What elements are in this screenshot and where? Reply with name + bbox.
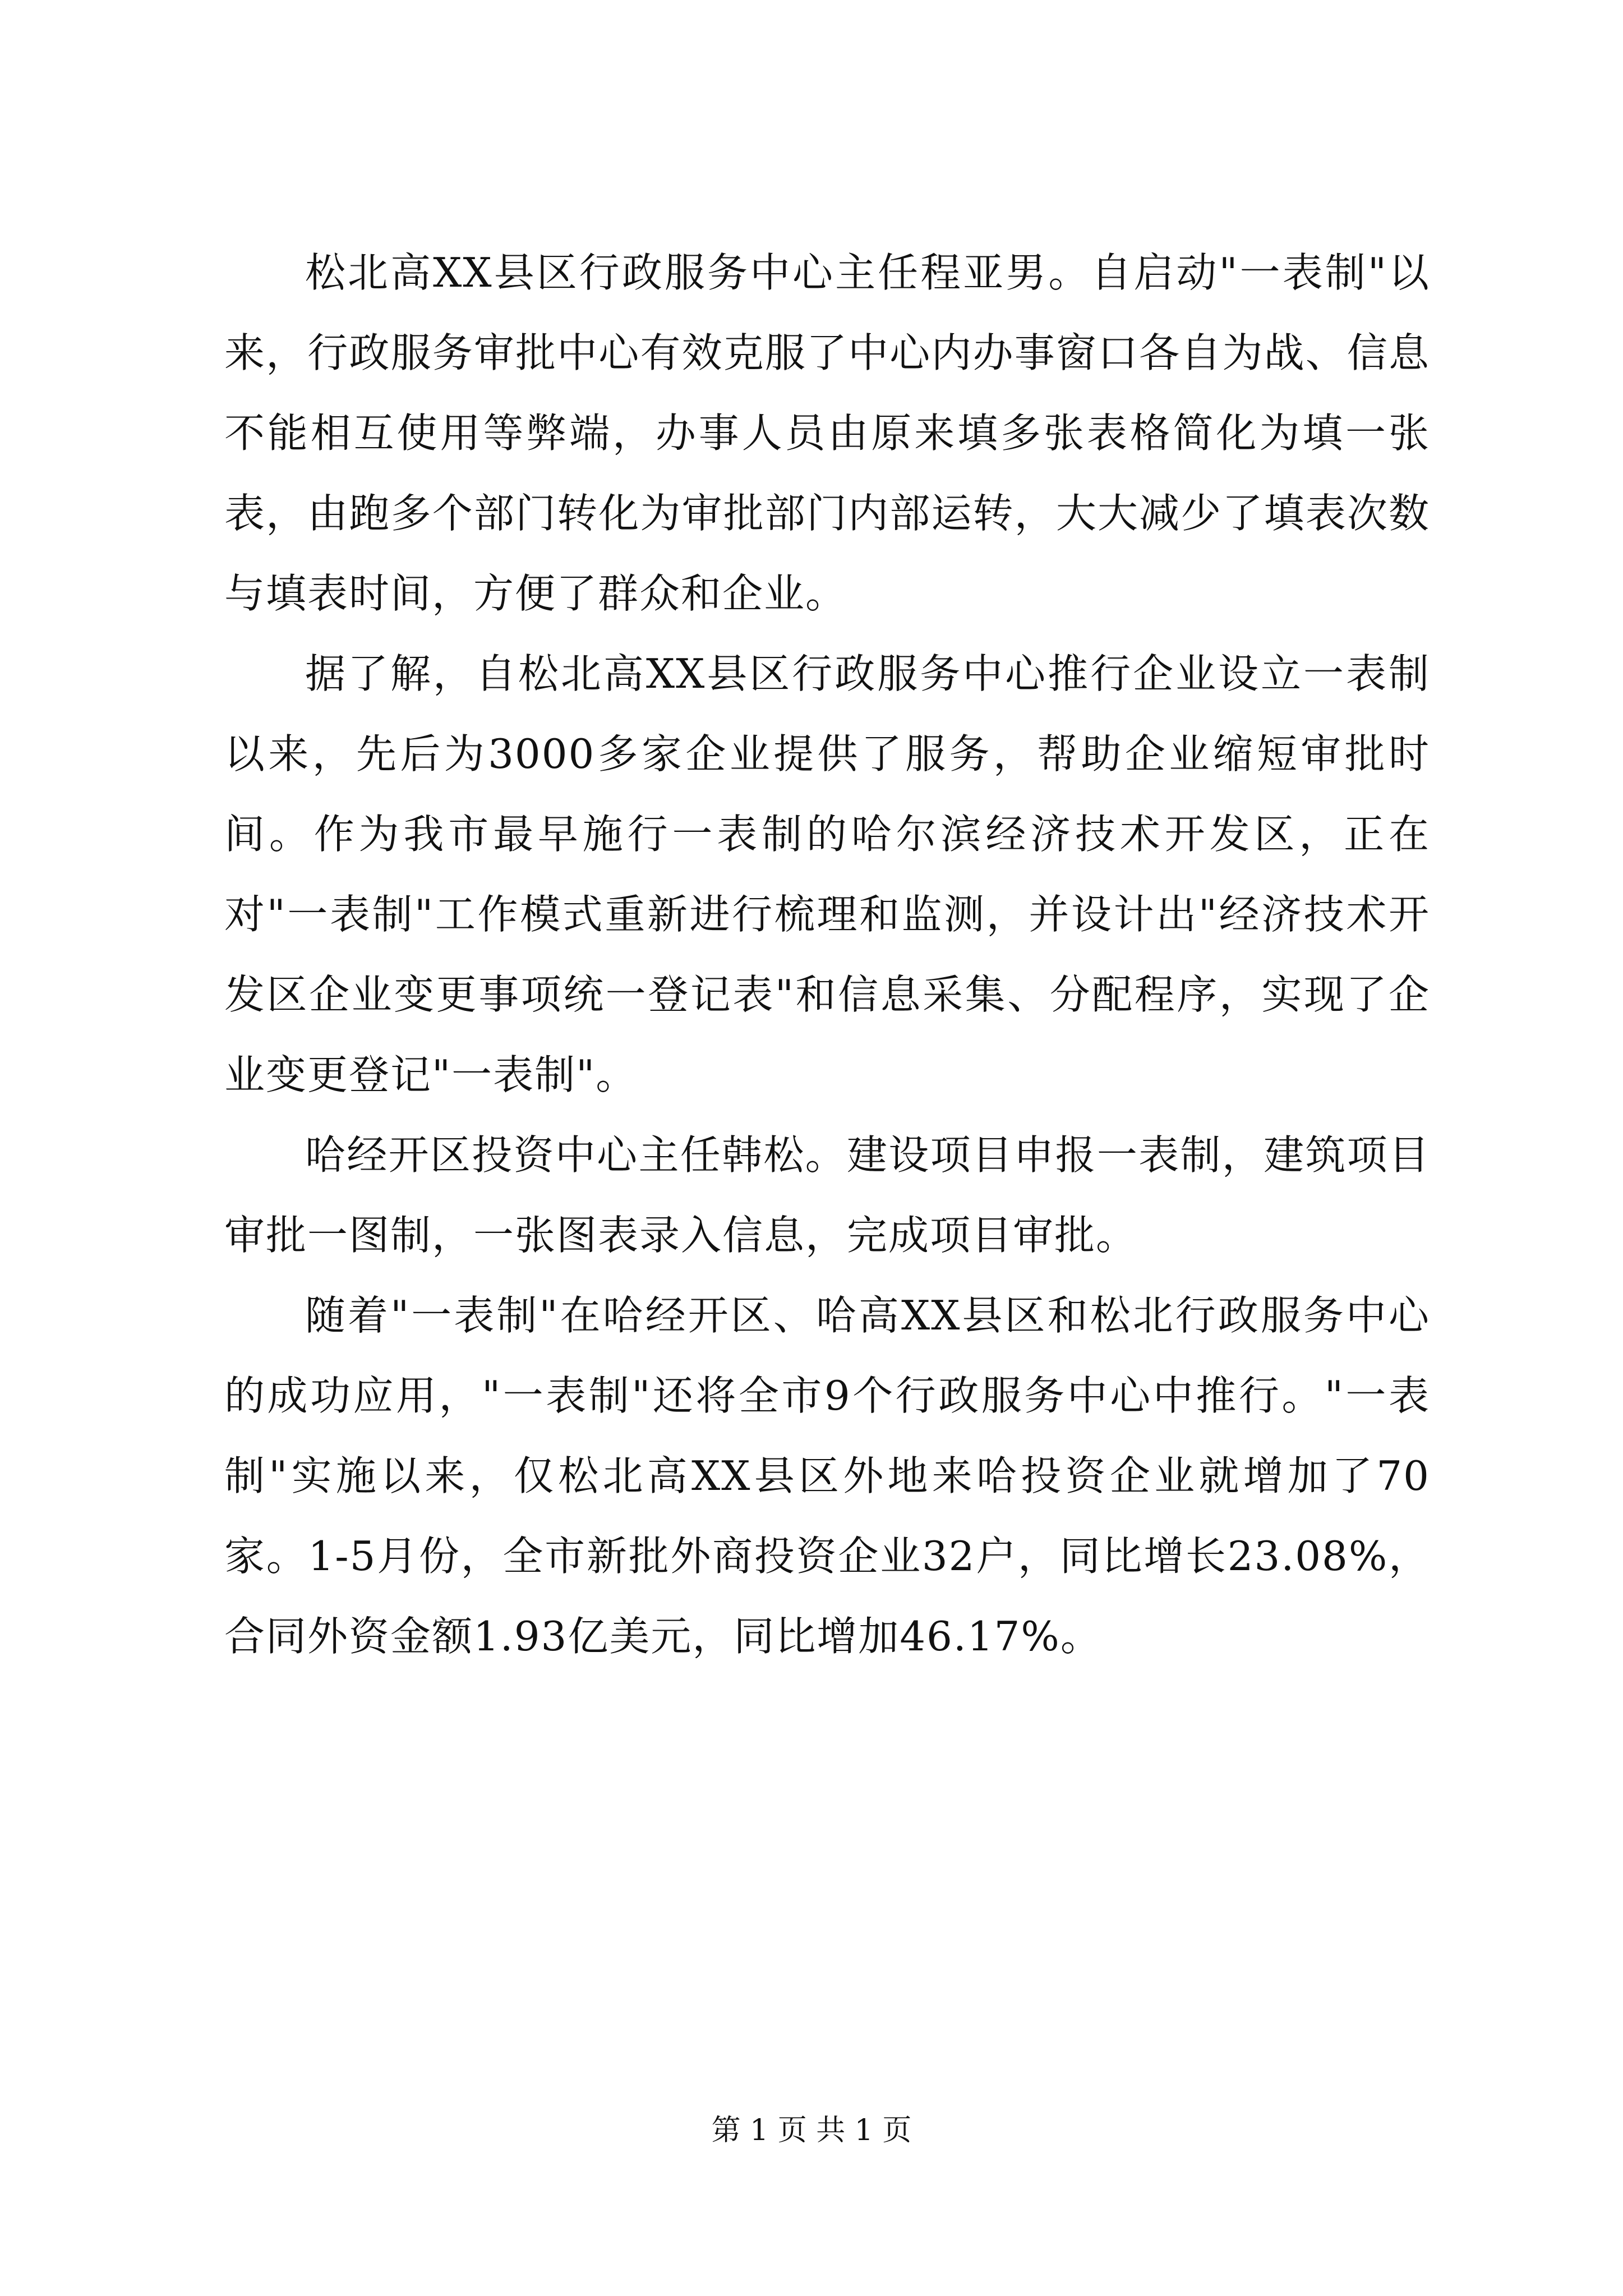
document-body — [224, 233, 1430, 1677]
paragraph-1: 松北高XX县区行政服务中心主任程亚男。自启动"一表制"以来，行政服务审批中心有效克服了中心内办事窗口各自为战、信息不能相互使用等弊端，办事人员由原来填多张表格简化为填一张表，由跑多个部门转化为审批部门内部运转，大大减少了填表次数与填表时间，方便了群众和企业。 — [224, 249, 1430, 617]
paragraph-4: 随着"一表制"在哈经开区、哈高XX县区和松北行政服务中心的成功应用，"一表制"还将全市9个行政服务中心中推行。"一表制"实施以来，仅松北高XX县区外地来哈投资企业就增加了70家。1-5月份，全市新批外商投资企业32户，同比增长23.08%，合同外资金额1.93亿美元，同比增加46.17%。 — [224, 1292, 1430, 1660]
paragraph-2: 据了解，自松北高XX县区行政服务中心推行企业设立一表制以来，先后为3000多家企业提供了服务，帮助企业缩短审批时间。作为我市最早施行一表制的哈尔滨经济技术开发区，正在对"一表制"工作模式重新进行梳理和监测，并设计出"经济技术开发区企业变更事项统一登记表"和信息采集、分配程序，实现了企业变更登记"一表制"。 — [224, 650, 1430, 1098]
page-footer: 第 1 页 共 1 页 — [711, 2114, 912, 2147]
paragraph-3: 哈经开区投资中心主任韩松。建设项目申报一表制，建筑项目审批一图制，一张图表录入信息，完成项目审批。 — [224, 1131, 1430, 1259]
